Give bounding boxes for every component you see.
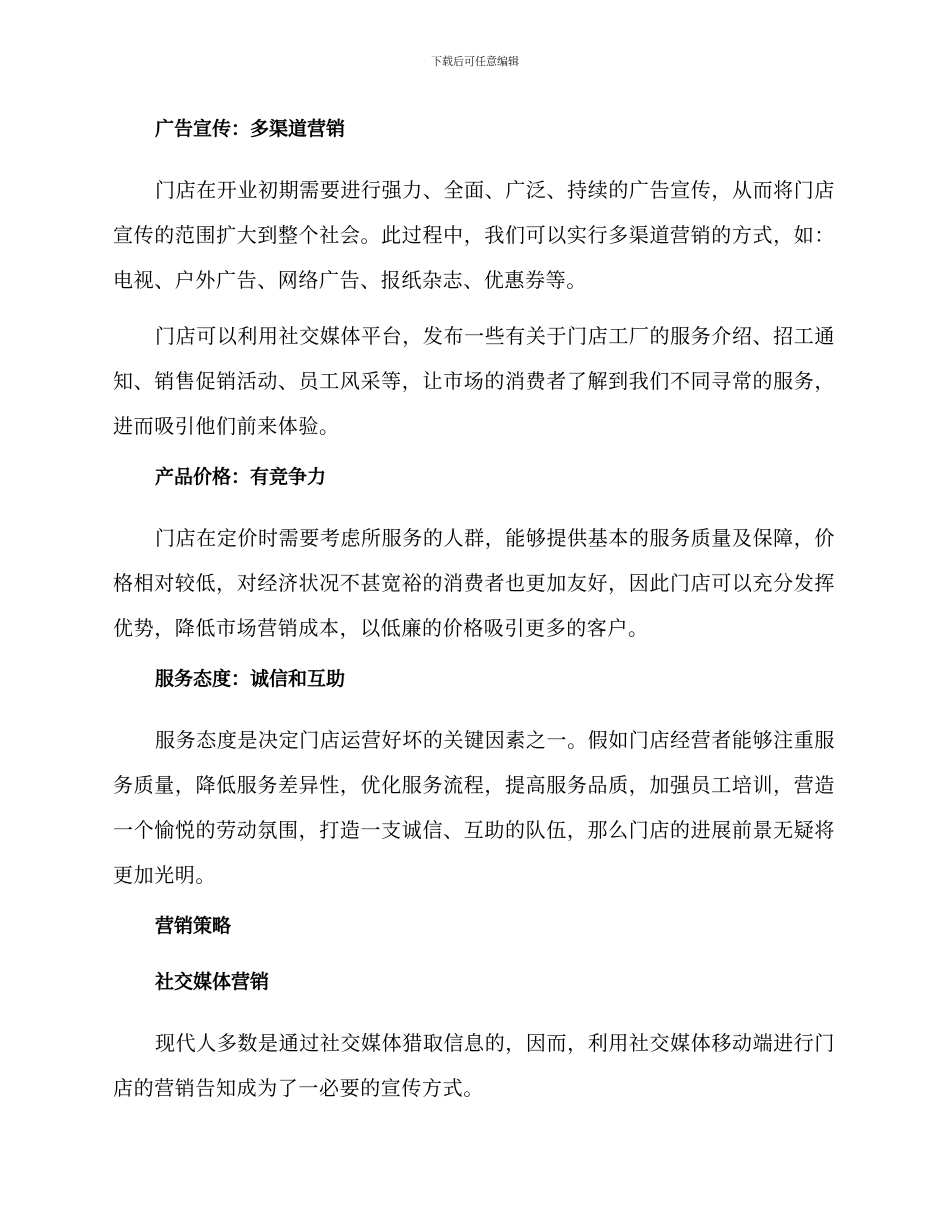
section-heading-service-attitude: 服务态度：诚信和互助: [155, 668, 346, 690]
paragraph-social-platform: 门店可以利用社交媒体平台，发布一些有关于门店工厂的服务介绍、招工通知、销售促销活动、员工风采等，让市场的消费者了解到我们不同寻常的服务，进而吸引他们前来体验。: [113, 324, 835, 438]
paragraph-pricing: 门店在定价时需要考虑所服务的人群，能够提供基本的服务质量及保障，价格相对较低，对经济状况不甚宽裕的消费者也更加友好，因此门店可以充分发挥优势，降低市场营销成本，以低廉的价格吸引更多的客户。: [113, 526, 835, 640]
paragraph-advertising-channels: 门店在开业初期需要进行强力、全面、广泛、持续的广告宣传，从而将门店宣传的范围扩大到整个社会。此过程中，我们可以实行多渠道营销的方式，如：电视、户外广告、网络广告、报纸杂志、优惠券等。: [113, 178, 835, 292]
paragraph-social-media-marketing: 现代人多数是通过社交媒体猎取信息的，因而，利用社交媒体移动端进行门店的营销告知成为了一必要的宣传方式。: [113, 1031, 835, 1100]
page-header-note: 下载后可任意编辑: [431, 55, 519, 68]
section-heading-advertising: 广告宣传：多渠道营销: [155, 118, 346, 140]
section-heading-pricing: 产品价格：有竞争力: [155, 466, 327, 488]
section-heading-social-media-marketing: 社交媒体营销: [155, 971, 270, 993]
paragraph-service-attitude: 服务态度是决定门店运营好坏的关键因素之一。假如门店经营者能够注重服务质量，降低服务差异性，优化服务流程，提高服务品质，加强员工培训，营造一个愉悦的劳动氛围，打造一支诚信、互助的队伍，那么门店的进展前景无疑将更加光明。: [113, 728, 835, 887]
section-heading-marketing-strategy: 营销策略: [155, 915, 232, 937]
document-body: [113, 112, 835, 1122]
